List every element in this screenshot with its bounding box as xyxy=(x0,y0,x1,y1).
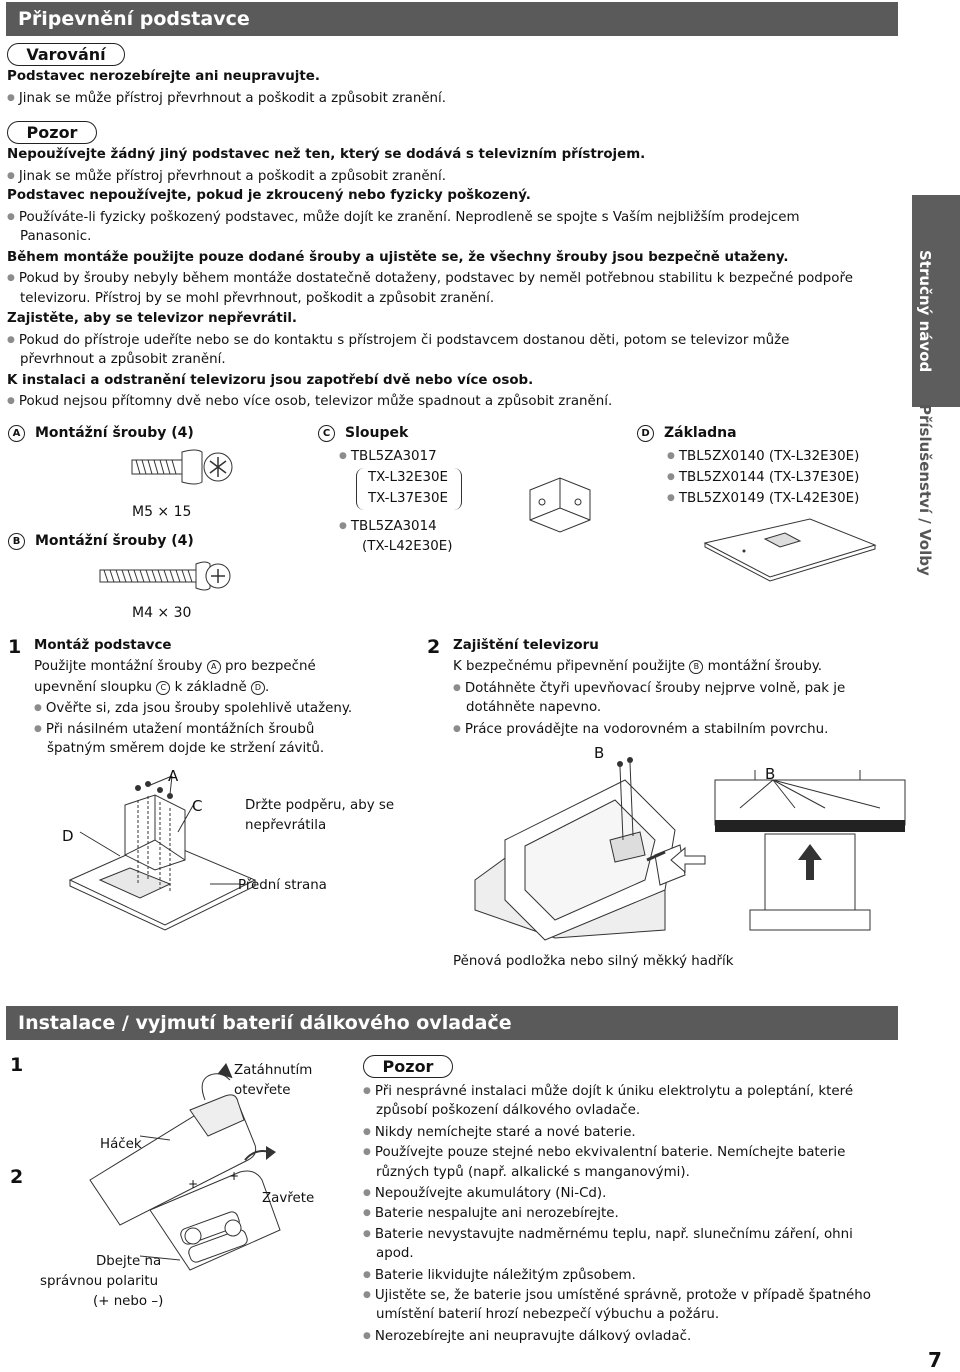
part-a-letter: A xyxy=(8,425,25,442)
ref-a: A xyxy=(207,660,221,674)
part-c-item: ● TBL5ZA3017 xyxy=(339,446,437,468)
pull-label-2: otevřete xyxy=(234,1083,291,1098)
caution-line: ● Při nesprávné instalaci může dojít k úniku elektrolytu a poleptání, které xyxy=(363,1081,853,1103)
caution-line: Panasonic. xyxy=(20,229,92,244)
caution-label: Pozor xyxy=(363,1055,453,1078)
step-2-bullet: ● Dotáhněte čtyři upevňovací šrouby nejprve volně, pak je xyxy=(453,678,845,700)
caution-heading: Zajistěte, aby se televizor nepřevrátil. xyxy=(7,311,297,326)
step-2-bullet: ● Práce provádějte na vodorovném a stabilním povrchu. xyxy=(453,719,828,741)
caution-line: ● Používejte pouze stejné nebo ekvivalentní baterie. Nemíchejte baterie xyxy=(363,1142,845,1164)
step-1-text: k základně xyxy=(174,680,247,695)
step-1-text: upevnění sloupku xyxy=(34,680,153,695)
illus-label-b1: B xyxy=(594,744,605,762)
ref-d: D xyxy=(251,681,265,695)
sidebar-tab-accessories-label: Příslušenství / Volby xyxy=(916,404,934,576)
part-b-size: M4 × 30 xyxy=(132,605,192,621)
part-d-title xyxy=(637,423,737,444)
step-1-line2 xyxy=(34,678,269,699)
part-c-letter: C xyxy=(318,425,335,442)
part-c-item: TX-L37E30E xyxy=(368,491,448,506)
step-1-text: pro bezpečné xyxy=(225,659,316,674)
step-2-bullet-cont: dotáhněte napevno. xyxy=(466,700,602,715)
warning-bullet: ● Jinak se může přístroj převrhnout a poškodit a způsobit zranění. xyxy=(7,88,446,110)
ref-b: B xyxy=(689,660,703,674)
foam-label: Pěnová podložka nebo silný měkký hadřík xyxy=(453,954,734,969)
part-c-item: (TX-L42E30E) xyxy=(362,539,453,554)
warning-heading: Podstavec nerozebírejte ani neupravujte. xyxy=(7,69,320,84)
tv-mounting-illustration xyxy=(465,760,905,950)
polarity-label-3: (+ nebo –) xyxy=(93,1294,164,1309)
step-1-line1 xyxy=(34,657,316,678)
ref-c: C xyxy=(156,681,170,695)
section-title: Připevnění podstavce xyxy=(18,8,250,30)
part-c-title xyxy=(318,423,408,444)
caution-heading: Během montáže použijte pouze dodané šrouby a ujistěte se, že všechny šrouby jsou bezpečně utaženy. xyxy=(7,249,789,265)
stand-assembly-illustration xyxy=(60,760,260,930)
caution-line: ● Ujistěte se, že baterie jsou umístěné správně, protože v případě špatného xyxy=(363,1285,871,1307)
warning-label: Varování xyxy=(7,43,125,66)
step-2-text: K bezpečnému připevnění použijte xyxy=(453,659,686,674)
section-header-stand xyxy=(6,2,898,36)
step-1-bullet: ● Při násilném utažení montážních šroubů xyxy=(34,719,314,741)
caution-heading: Podstavec nepoužívejte, pokud je zkroucený nebo fyzicky poškozený. xyxy=(7,188,531,203)
caution-line: způsobí poškození dálkového ovladače. xyxy=(376,1103,641,1119)
pull-label-1: Zatáhnutím xyxy=(234,1063,313,1078)
part-c-item: ● TBL5ZA3014 xyxy=(339,516,437,538)
caution-line: apod. xyxy=(376,1246,414,1262)
base-plate-icon xyxy=(700,515,880,585)
part-d-name: Základna xyxy=(664,425,737,441)
step-1-bullet-cont: špatným směrem dojde ke stržení závitů. xyxy=(47,741,325,756)
hold-label-2: nepřevrátila xyxy=(245,818,327,833)
step-2-number: 2 xyxy=(427,636,441,658)
step-2-line1 xyxy=(453,657,822,678)
close-label: Zavřete xyxy=(262,1191,315,1206)
part-c-name: Sloupek xyxy=(345,425,409,441)
caution-line: ● Nerozebírejte ani neupravujte dálkový ovladač. xyxy=(363,1326,691,1348)
caution-line: ● Nikdy nemíchejte staré a nové baterie. xyxy=(363,1122,636,1144)
caution-line: různých typů (např. alkalické s manganovými). xyxy=(376,1164,690,1180)
step-1-bullet: ● Ověřte si, zda jsou šrouby spolehlivě utaženy. xyxy=(34,698,352,720)
battery-step-2: 2 xyxy=(10,1166,24,1188)
step-2-title: Zajištění televizoru xyxy=(453,638,599,653)
caution-line: televizoru. Přístroj by se mohl převrhnout, poškodit a způsobit zranění. xyxy=(20,290,495,306)
part-d-item: ● TBL5ZX0140 (TX-L32E30E) xyxy=(667,446,859,468)
part-d-item: ● TBL5ZX0149 (TX-L42E30E) xyxy=(667,488,859,510)
caution-line: ● Pokud nejsou přítomny dvě nebo více osob, televizor může spadnout a způsobit zranění. xyxy=(7,391,612,413)
caution-line: umístění baterií hrozí nebezpečí výbuchu a požáru. xyxy=(376,1307,720,1323)
illus-label-c: C xyxy=(192,797,203,815)
page-number: 7 xyxy=(928,1348,942,1372)
illus-label-a: A xyxy=(168,767,179,785)
illus-label-b2: B xyxy=(765,765,776,783)
part-b-letter: B xyxy=(8,533,25,550)
caution-line: ● Baterie nevystavujte nadměrnému teplu, např. slunečnímu záření, ohni xyxy=(363,1224,853,1246)
section-title: Instalace / vyjmutí baterií dálkového ovladače xyxy=(18,1012,512,1034)
step-1-number: 1 xyxy=(8,636,22,658)
step-1-title: Montáž podstavce xyxy=(34,638,172,653)
illus-label-d: D xyxy=(62,827,74,845)
caution-line: ● Nepoužívejte akumulátory (Ni-Cd). xyxy=(363,1183,606,1205)
screw-a-icon xyxy=(132,448,232,488)
part-d-letter: D xyxy=(637,425,654,442)
part-d-item: ● TBL5ZX0144 (TX-L37E30E) xyxy=(667,467,859,489)
caution-line: ● Používáte-li fyzicky poškozený podstavec, může dojít ke zranění. Neprodleně se spojte s Vaším nejbližším prodejcem xyxy=(7,207,800,229)
caution-line: ● Baterie nespalujte ani nerozebírejte. xyxy=(363,1203,619,1225)
polarity-plus-2: + xyxy=(229,1169,240,1183)
column-bracket-icon xyxy=(520,470,610,540)
part-b-name: Montážní šrouby (4) xyxy=(35,533,194,549)
part-a-size: M5 × 15 xyxy=(132,504,192,520)
caution-heading: Nepoužívejte žádný jiný podstavec než ten, který se dodává s televizním přístrojem. xyxy=(7,147,646,162)
screw-b-icon xyxy=(100,560,230,594)
step-1-text: Použijte montážní šrouby xyxy=(34,659,203,674)
polarity-plus-1: + xyxy=(188,1177,199,1191)
hook-label: Háček xyxy=(100,1137,142,1152)
caution-line: ● Pokud do přístroje udeříte nebo se do kontaktu s přístrojem či podstavcem dostanou děti, potom se televizor může xyxy=(7,330,789,352)
front-label: Přední strana xyxy=(238,878,327,893)
battery-step-1: 1 xyxy=(10,1054,24,1076)
step-2-text: montážní šrouby. xyxy=(707,659,822,674)
polarity-label-1: Dbejte na xyxy=(96,1254,162,1269)
caution-line: převrhnout a způsobit zranění. xyxy=(20,352,226,367)
part-a-title xyxy=(8,423,194,444)
part-c-item: TX-L32E30E xyxy=(368,470,448,485)
caution-heading: K instalaci a odstranění televizoru jsou zapotřebí dvě nebo více osob. xyxy=(7,372,534,388)
sidebar-tab-quick-guide-label: Stručný návod xyxy=(916,250,934,373)
caution-line: ● Baterie likvidujte náležitým způsobem. xyxy=(363,1265,636,1287)
section-header-batteries xyxy=(6,1006,898,1040)
part-a-name: Montážní šrouby (4) xyxy=(35,425,194,441)
caution-line: ● Jinak se může přístroj převrhnout a poškodit a způsobit zranění. xyxy=(7,166,446,188)
caution-line: ● Pokud by šrouby nebyly během montáže dostatečně dotaženy, podstavec by neměl potřebnou stabilitu k bezpečné podpoře xyxy=(7,268,853,290)
step-1-text: . xyxy=(265,680,270,695)
polarity-label-2: správnou polaritu xyxy=(40,1274,159,1289)
caution-label: Pozor xyxy=(7,121,97,144)
hold-label-1: Držte podpěru, aby se xyxy=(245,798,395,813)
part-b-title xyxy=(8,531,194,552)
